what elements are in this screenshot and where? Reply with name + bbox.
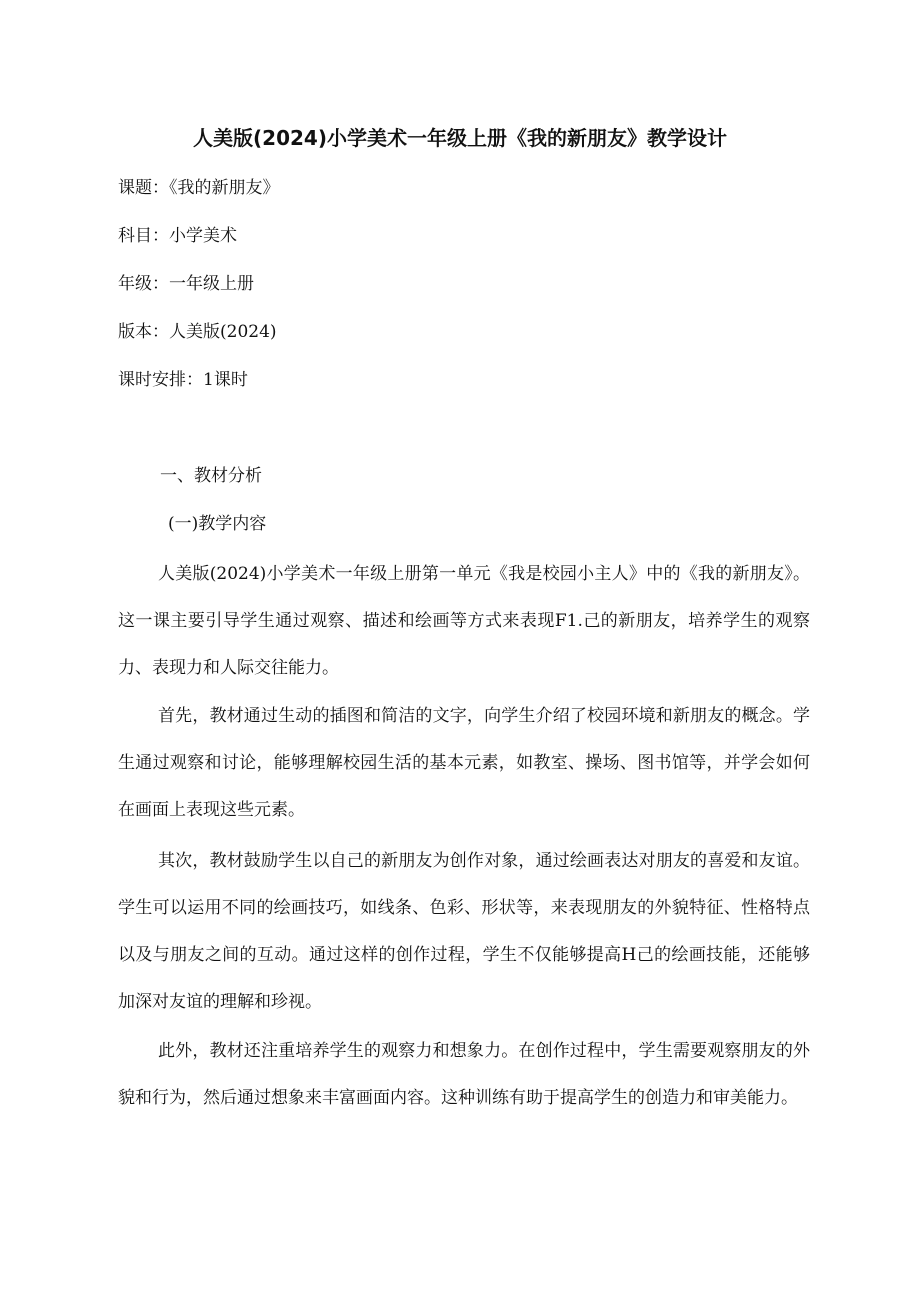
meta-schedule-label: 课时安排： <box>118 370 203 390</box>
meta-grade-value: 一年级上册 <box>169 274 254 294</box>
paragraph-2: 首先，教材通过生动的插图和简洁的文字，向学生介绍了校园环境和新朋友的概念。学生通过观察和讨论，能够理解校园生活的基本元素，如教室、操场、图书馆等，并学会如何在画面上表现这些元素。 <box>118 706 810 820</box>
meta-edition-label: 版本： <box>118 322 169 342</box>
meta-subject-label: 科目： <box>118 226 169 246</box>
meta-grade <box>118 272 254 296</box>
paragraph-4: 此外，教材还注重培养学生的观察力和想象力。在创作过程中，学生需要观察朋友的外貌和行为，然后通过想象来丰富画面内容。这种训练有助于提高学生的创造力和审美能力。 <box>118 1041 810 1108</box>
meta-subject <box>118 224 237 248</box>
section-heading: 一、教材分析 <box>160 466 262 486</box>
meta-schedule <box>118 368 248 392</box>
paragraph-3: 其次，教材鼓励学生以自己的新朋友为创作对象，通过绘画表达对朋友的喜爱和友谊。学生可以运用不同的绘画技巧，如线条、色彩、形状等，来表现朋友的外貌特征、性格特点以及与朋友之间的互动。通过这样的创作过程，学生不仅能够提高H己的绘画技能，还能够加深对友谊的理解和珍视。 <box>118 851 810 1012</box>
meta-topic-value: 《我的新朋友》 <box>169 178 280 198</box>
meta-topic-label: 课题： <box>118 178 169 198</box>
document-title: 人美版(2024)小学美术一年级上册《我的新朋友》教学设计 <box>193 126 727 150</box>
meta-grade-label: 年级： <box>118 274 169 294</box>
meta-subject-value: 小学美术 <box>169 226 237 246</box>
meta-topic <box>118 176 280 200</box>
paragraph-1: 人美版(2024)小学美术一年级上册第一单元《我是校园小主人》中的《我的新朋友》。这一课主要引导学生通过观察、描述和绘画等方式来表现F1.己的新朋友，培养学生的观察力、表现力和人际交往能力。 <box>118 564 810 678</box>
subsection-heading: (一)教学内容 <box>168 514 267 534</box>
meta-edition-value: 人美版(2024) <box>169 322 277 342</box>
meta-edition <box>118 320 277 344</box>
meta-schedule-value: 1课时 <box>203 370 248 390</box>
